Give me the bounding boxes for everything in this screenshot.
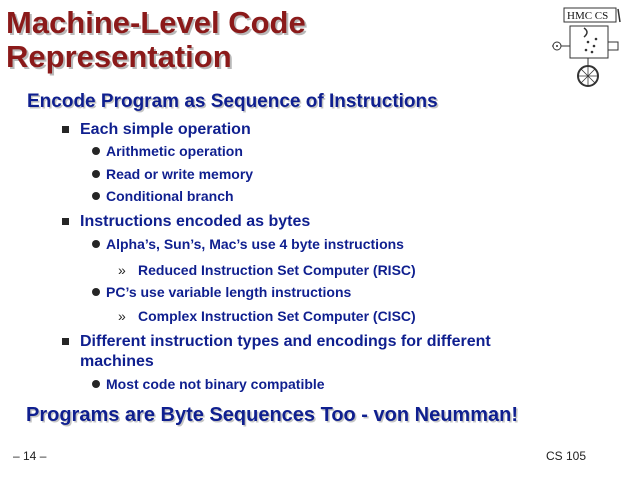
bullet-simple-operation: Each simple operation xyxy=(80,120,251,140)
bullet-cisc: » Complex Instruction Set Computer (CISC) xyxy=(118,308,416,324)
square-bullet-icon xyxy=(62,218,69,225)
chevron-bullet-icon: » xyxy=(118,262,126,278)
round-bullet-icon xyxy=(92,192,100,200)
round-bullet-icon xyxy=(92,288,100,296)
bullet-conditional: Conditional branch xyxy=(106,188,234,204)
bullet-arithmetic: Arithmetic operation xyxy=(106,143,243,159)
chevron-bullet-icon: » xyxy=(118,308,126,324)
square-bullet-icon xyxy=(62,338,69,345)
page-number: – 14 – xyxy=(13,449,47,463)
round-bullet-icon xyxy=(92,147,100,155)
bullet-not-binary: Most code not binary compatible xyxy=(106,376,325,392)
bullet-risc: » Reduced Instruction Set Computer (RISC) xyxy=(118,262,416,278)
bullet-different-types: Different instruction types and encodings for different machines xyxy=(80,332,491,372)
section-heading-encode: Encode Program as Sequence of Instructions xyxy=(27,91,438,112)
slide-title xyxy=(6,6,426,74)
bullet-pc-variable: PC’s use variable length instructions xyxy=(106,284,351,300)
round-bullet-icon xyxy=(92,170,100,178)
bullet-alpha-sun-mac: Alpha’s, Sun’s, Mac’s use 4 byte instructions xyxy=(106,236,404,252)
section-heading-programs: Programs are Byte Sequences Too - von Neumman! xyxy=(26,404,518,426)
hmc-cs-logo xyxy=(548,6,624,92)
slide-title-line1: Machine-Level Code xyxy=(6,5,306,40)
logo-text: HMC CS xyxy=(567,10,609,22)
course-label: CS 105 xyxy=(546,449,587,463)
bullet-encoded-bytes: Instructions encoded as bytes xyxy=(80,212,310,232)
bullet-read-write: Read or write memory xyxy=(106,166,253,182)
round-bullet-icon xyxy=(92,240,100,248)
slide-title-line2: Representation xyxy=(6,39,232,74)
round-bullet-icon xyxy=(92,380,100,388)
square-bullet-icon xyxy=(62,126,69,133)
